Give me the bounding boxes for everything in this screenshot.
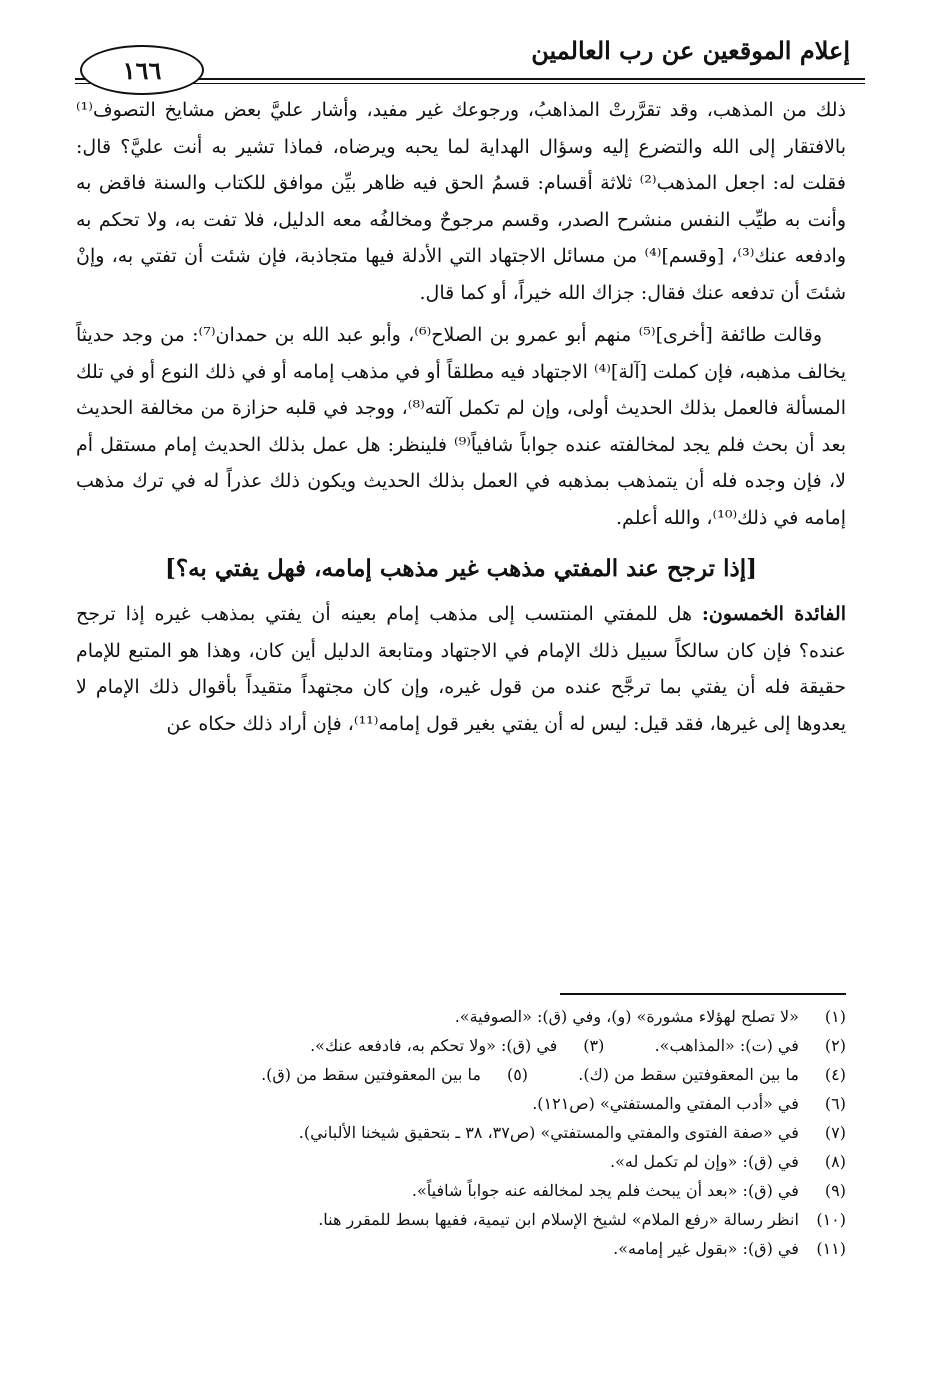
footnote-2-3	[100, 1031, 846, 1060]
page-number	[80, 45, 204, 95]
footnote-text: انظر رسالة «رفع الملام» لشيخ الإسلام ابن تيمية، ففيها بسط للمقرر هنا.	[318, 1210, 799, 1229]
footnote-text: في (ق): «بقول غير إمامه».	[613, 1239, 799, 1258]
footnote-text: في (ت): «المذاهب».	[654, 1036, 799, 1055]
footnote-number: (٦)	[824, 1094, 846, 1113]
section-text: هل للمفتي المنتسب إلى مذهب إمام بعينه أن يفتي بمذهب غيره إذا ترجح عنده؟ فإن كان سالكاً سبيل ذلك الإمام في الاجتهاد ومتابعة الدليل أين كان، وهذا هو المتبع للإمام حقيقة فله أن يفتي بما ترجَّح عنده من قول غيره، وإن كان مجتهداً متقيداً بأقوال ذلك الإمام لا يعدوها إلى غيرها، فقد قيل: ليس له أن يفتي بغير قول إمامه⁽¹¹⁾، فإن أراد ذلك حكاه عن	[76, 603, 846, 735]
running-title: إعلام الموقعين عن رب العالمين	[531, 36, 850, 65]
footnote-8	[100, 1147, 846, 1176]
footnote-text: في «أدب المفتي والمستفتي» (ص١٢١).	[532, 1094, 799, 1113]
footnote-1	[100, 1002, 846, 1031]
footnote-text: «لا تصلح لهؤلاء مشورة» (و)، وفي (ق): «الصوفية».	[454, 1007, 799, 1026]
footnote-number: (٤)	[824, 1065, 846, 1084]
footnote-number: (٢)	[824, 1036, 846, 1055]
footnote-4-5	[100, 1060, 846, 1089]
footnote-text: في (ق): «وإن لم تكمل له».	[609, 1152, 799, 1171]
footnote-number: (١١)	[816, 1239, 846, 1258]
paragraph-1: ذلك من المذهب، وقد تقرَّرتْ المذاهبُ، ورجوعك غير مفيد، وأشار عليَّ بعض مشايخ التصوف⁽¹⁾ بالافتقار إلى الله والتضرع إليه وسؤال الهداية لما يحبه ويرضاه، فماذا تشير به أنت عليَّ؟ قال: فقلت له: اجعل المذهب⁽²⁾ ثلاثة أقسام: قسمُ الحق فيه ظاهر بيِّن موافق للكتاب والسنة فاقض به وأنت به طيِّب النفس منشرح الصدر، وقسم مرجوحٌ ومخالفُه معه الدليل، فلا تفت به، ولا تحكم به وادفعه عنك⁽³⁾، [وقسم]⁽⁴⁾ من مسائل الاجتهاد التي الأدلة فيها متجاذبة، فإن شئت أن تفتي به، وإنْ شئتَ أن تدفعه عنك فقال: جزاك الله خيراً، أو كما قال.	[76, 99, 847, 304]
footnote-number: (٣)	[583, 1036, 605, 1055]
footnote-number: (٧)	[824, 1123, 846, 1142]
footnote-number: (١)	[824, 1007, 846, 1026]
footnote-10	[100, 1205, 846, 1234]
footnote-9	[100, 1176, 846, 1205]
footnote-text: ما بين المعقوفتين سقط من (ك).	[578, 1065, 799, 1084]
main-text	[76, 92, 846, 748]
footnote-7	[100, 1118, 846, 1147]
footnote-11	[100, 1234, 846, 1263]
footnote-separator	[560, 993, 846, 995]
footnote-number: (٥)	[506, 1065, 529, 1084]
section-heading: [إذا ترجح عند المفتي مذهب غير مذهب إمامه، فهل يفتي به؟]	[165, 555, 757, 582]
footnote-number: (٩)	[824, 1181, 846, 1200]
footnote-text: في «صفة الفتوى والمفتي والمستفتي» (ص٣٧، ٣٨ ـ بتحقيق شيخنا الألباني).	[298, 1123, 799, 1142]
paragraph-2: وقالت طائفة [أخرى]⁽⁵⁾ منهم أبو عمرو بن الصلاح⁽⁶⁾، وأبو عبد الله بن حمدان⁽⁷⁾: من وجد حديثاً يخالف مذهبه، فإن كملت [آلة]⁽⁴⁾ الاجتهاد فيه مطلقاً أو في مذهب إمامه أو في ذلك النوع أو في تلك المسألة فالعمل بذلك الحديث أولى، وإن لم تكمل آلته⁽⁸⁾، ووجد في قلبه حزازة من مخالفة الحديث بعد أن بحث فلم يجد لمخالفته عنده جواباً شافياً⁽⁹⁾ فلينظر: هل عمل بذلك الحديث إمام مستقل أم لا، فإن وجده فله أن يتمذهب بمذهبه في العمل بذلك الحديث ويكون ذلك عذراً له في ترك مذهب إمامه في ذلك⁽¹⁰⁾، والله أعلم.	[76, 324, 846, 529]
footnote-text: في (ق): «بعد أن يبحث فلم يجد لمخالفه عنه جواباً شافياً».	[411, 1181, 799, 1200]
footnotes	[100, 1002, 846, 1263]
section-lead: الفائدة الخمسون:	[701, 603, 846, 625]
footnote-number: (١٠)	[816, 1210, 846, 1229]
footnote-number: (٨)	[824, 1152, 846, 1171]
footnote-6	[100, 1089, 846, 1118]
paragraph-3	[76, 596, 846, 742]
footnote-text: ما بين المعقوفتين سقط من (ق).	[261, 1065, 481, 1084]
footnote-text: في (ق): «ولا تحكم به، فادفعه عنك».	[310, 1036, 558, 1055]
page-number-text: ١٦٦	[122, 55, 162, 85]
